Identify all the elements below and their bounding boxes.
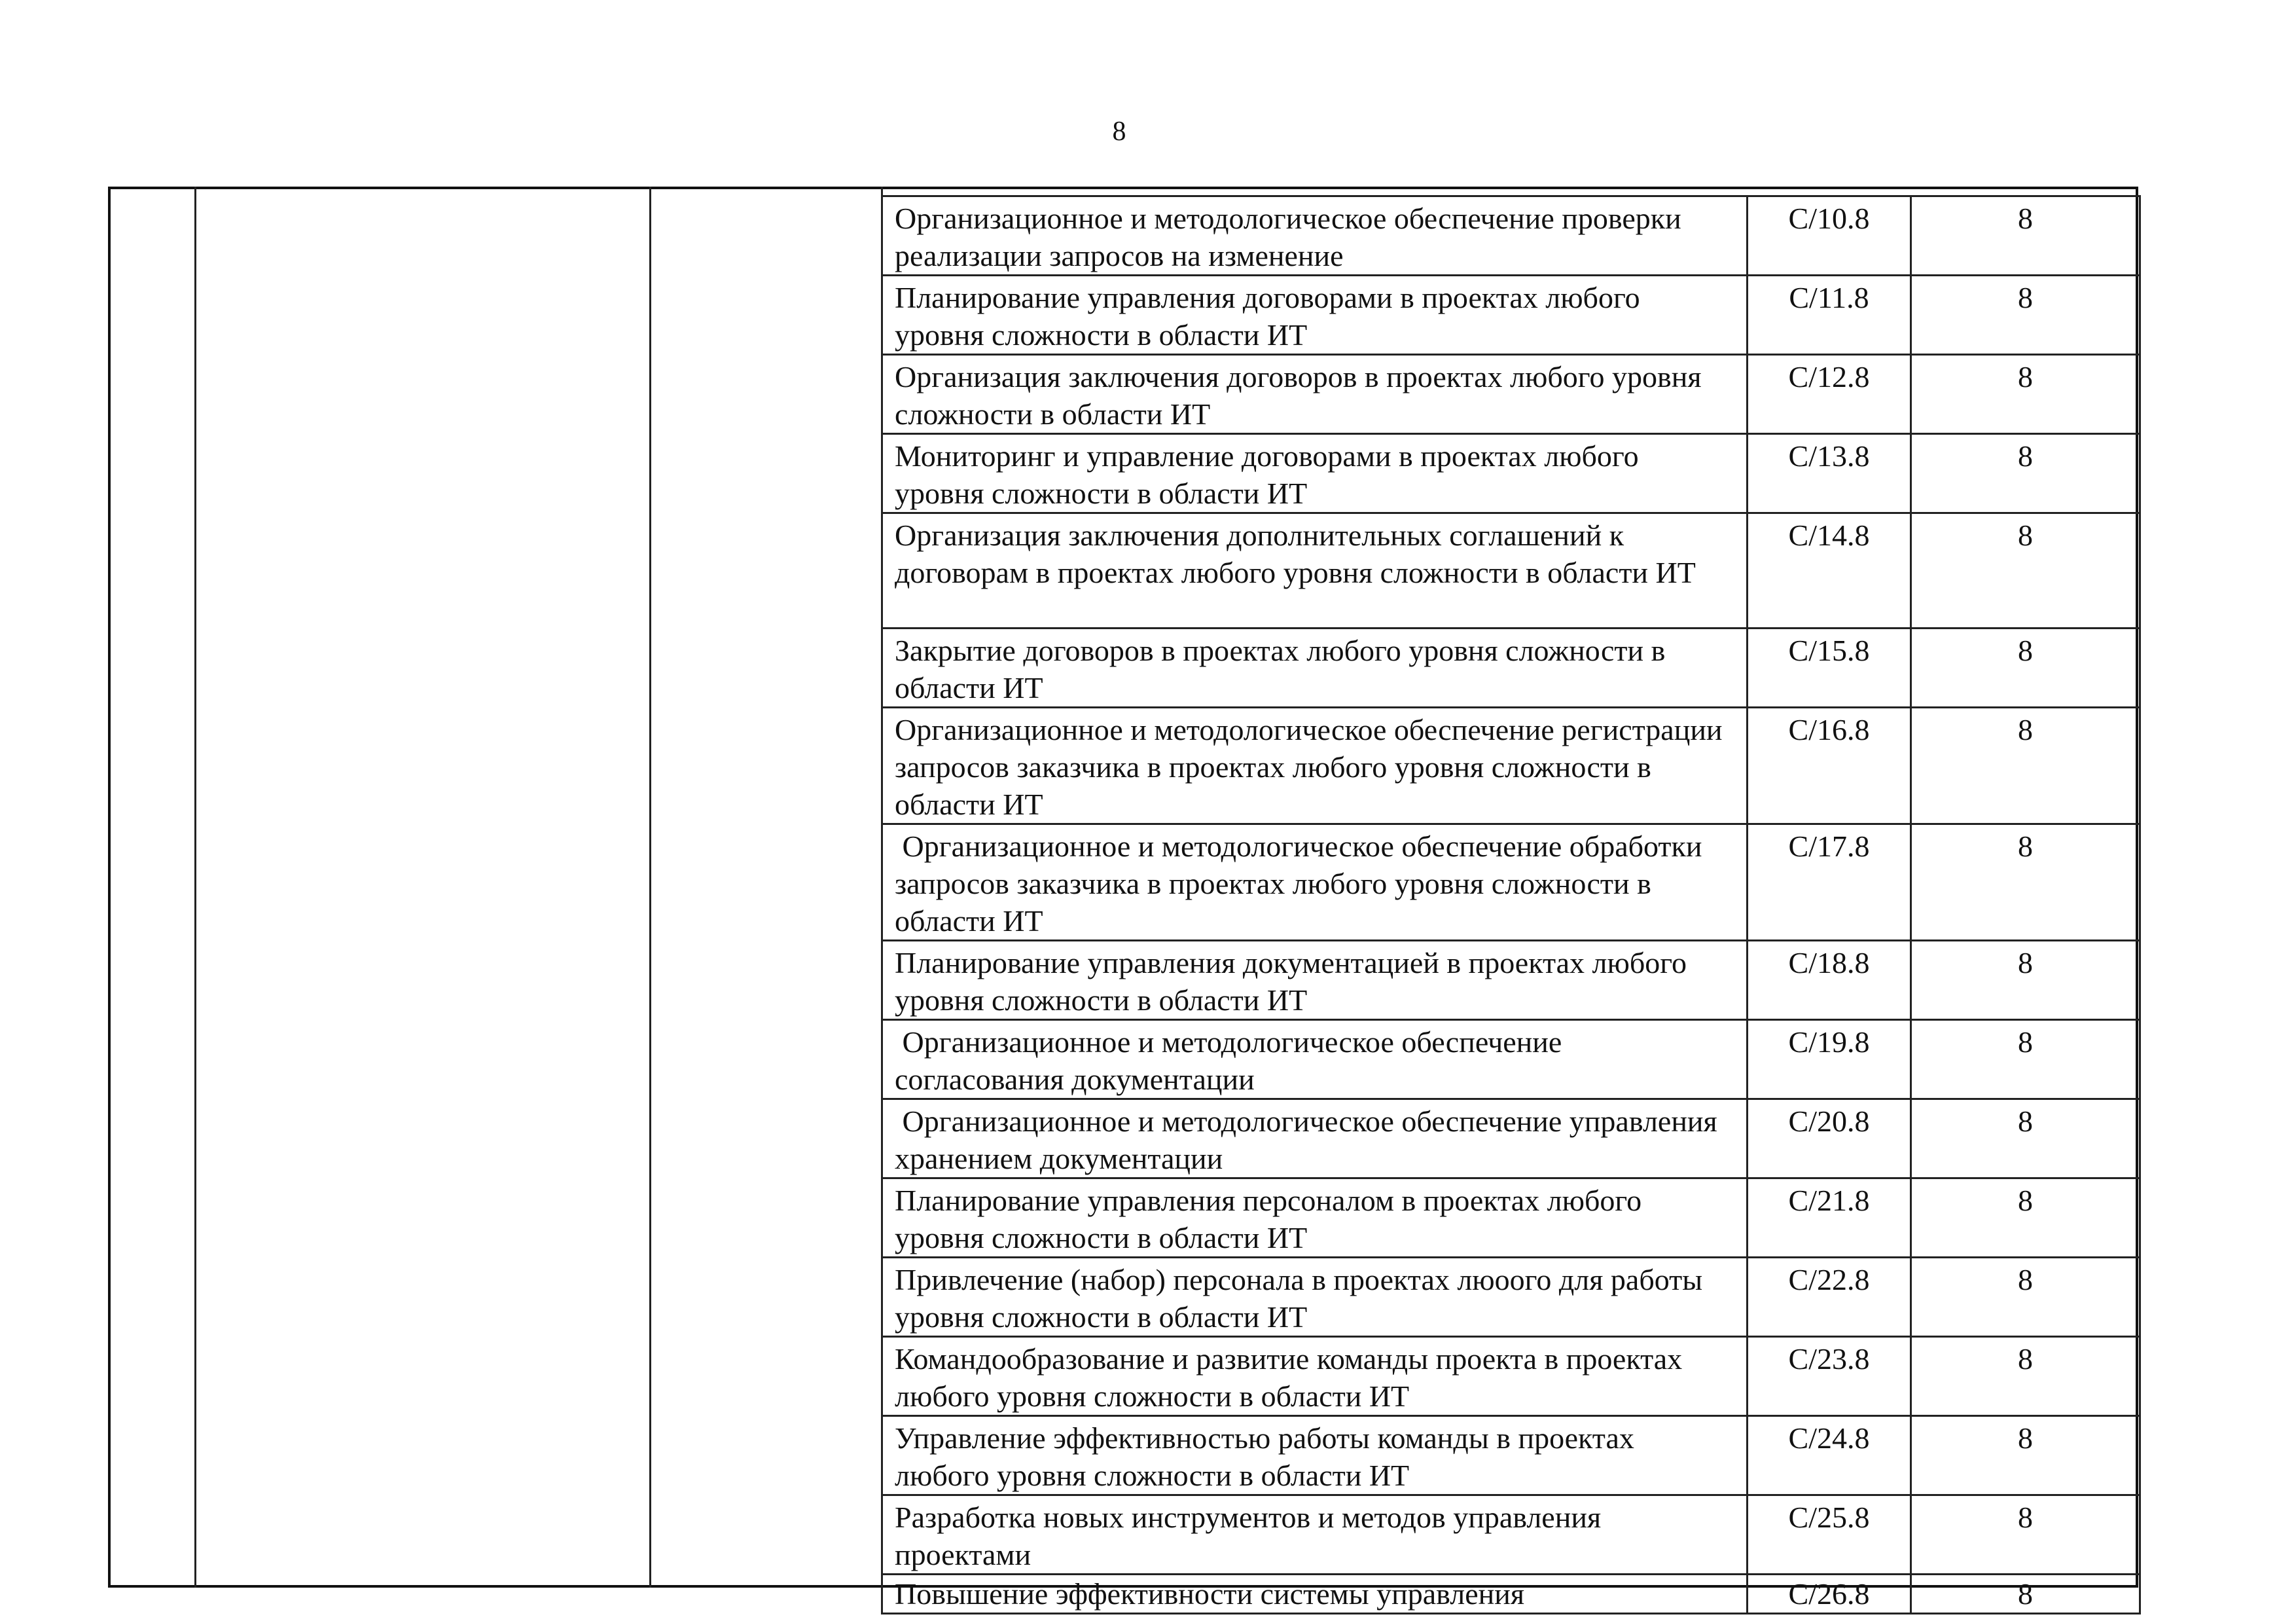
table-row: [882, 1099, 2140, 1178]
function-name: Мониторинг и управление договорами в проектах любого уровня сложности в области ИТ: [882, 434, 1748, 513]
function-code: C/20.8: [1748, 1099, 1911, 1178]
function-name: Организация заключения дополнительных соглашений к договорам в проектах любого уровня сложности в области ИТ: [882, 513, 1748, 629]
function-code: C/14.8: [1748, 513, 1911, 629]
qualification-level: 8: [1911, 1337, 2140, 1416]
table-row: [882, 1416, 2140, 1495]
function-code: C/11.8: [1748, 276, 1911, 355]
table-row: [882, 629, 2140, 708]
function-name: Разработка новых инструментов и методов управления проектами: [882, 1495, 1748, 1575]
table-row: [882, 1575, 2140, 1614]
function-name: Организационное и методологическое обеспечение проверки реализации запросов на изменение: [882, 196, 1748, 276]
table-row: [882, 1258, 2140, 1337]
function-name: Организационное и методологическое обеспечение согласования документации: [882, 1020, 1748, 1099]
function-name: Планирование управления персоналом в проектах любого уровня сложности в области ИТ: [882, 1178, 1748, 1258]
qualification-level: 8: [1911, 941, 2140, 1020]
function-name: Привлечение (набор) персонала в проектах люоого для работы уровня сложности в области ИТ: [882, 1258, 1748, 1337]
function-code: C/23.8: [1748, 1337, 1911, 1416]
function-code: C/25.8: [1748, 1495, 1911, 1575]
qualification-level: 8: [1911, 629, 2140, 708]
qualification-level: 8: [1911, 1416, 2140, 1495]
function-code: C/15.8: [1748, 629, 1911, 708]
function-name: Организационное и методологическое обеспечение обработки запросов заказчика в проектах любого уровня сложности в области ИТ: [882, 824, 1748, 941]
qualification-level: 8: [1911, 824, 2140, 941]
table-row: [882, 196, 2140, 276]
function-name: Планирование управления договорами в проектах любого уровня сложности в области ИТ: [882, 276, 1748, 355]
function-code: C/26.8: [1748, 1575, 1911, 1614]
function-name: Организация заключения договоров в проектах любого уровня сложности в области ИТ: [882, 355, 1748, 434]
qualification-level: 8: [1911, 1495, 2140, 1575]
function-name: Повышение эффективности системы управления: [882, 1575, 1748, 1614]
function-code: C/22.8: [1748, 1258, 1911, 1337]
qualification-level: 8: [1911, 708, 2140, 824]
table-row: [882, 824, 2140, 941]
qualification-level: 8: [1911, 1575, 2140, 1614]
table-row: [882, 1178, 2140, 1258]
qualification-level: 8: [1911, 196, 2140, 276]
qualification-level: 8: [1911, 513, 2140, 629]
function-code: C/10.8: [1748, 196, 1911, 276]
function-code: C/18.8: [1748, 941, 1911, 1020]
labor-functions-table: [881, 195, 2141, 1614]
function-code: C/13.8: [1748, 434, 1911, 513]
table-row: [882, 941, 2140, 1020]
column-divider-1: [194, 187, 196, 1588]
table-row: [882, 1020, 2140, 1099]
function-code: C/16.8: [1748, 708, 1911, 824]
function-name: Организационное и методологическое обеспечение управления хранением документации: [882, 1099, 1748, 1178]
table-row: [882, 355, 2140, 434]
table-row: [882, 276, 2140, 355]
qualification-level: 8: [1911, 1258, 2140, 1337]
function-name: Организационное и методологическое обеспечение регистрации запросов заказчика в проектах любого уровня сложности в области ИТ: [882, 708, 1748, 824]
function-code: C/17.8: [1748, 824, 1911, 941]
table-row: [882, 434, 2140, 513]
table-row: [882, 1495, 2140, 1575]
table-row: [882, 1337, 2140, 1416]
function-code: C/19.8: [1748, 1020, 1911, 1099]
function-name: Закрытие договоров в проектах любого уровня сложности в области ИТ: [882, 629, 1748, 708]
qualification-level: 8: [1911, 1099, 2140, 1178]
function-name: Командообразование и развитие команды проекта в проектах любого уровня сложности в области ИТ: [882, 1337, 1748, 1416]
function-name: Планирование управления документацией в проектах любого уровня сложности в области ИТ: [882, 941, 1748, 1020]
function-code: C/21.8: [1748, 1178, 1911, 1258]
page-number: 8: [1112, 117, 1126, 147]
function-code: C/12.8: [1748, 355, 1911, 434]
function-name: Управление эффективностью работы команды в проектах любого уровня сложности в области ИТ: [882, 1416, 1748, 1495]
qualification-level: 8: [1911, 434, 2140, 513]
column-divider-2: [649, 187, 651, 1588]
function-code: C/24.8: [1748, 1416, 1911, 1495]
qualification-level: 8: [1911, 1020, 2140, 1099]
table-row: [882, 513, 2140, 629]
qualification-level: 8: [1911, 276, 2140, 355]
qualification-level: 8: [1911, 1178, 2140, 1258]
table-row: [882, 708, 2140, 824]
qualification-level: 8: [1911, 355, 2140, 434]
